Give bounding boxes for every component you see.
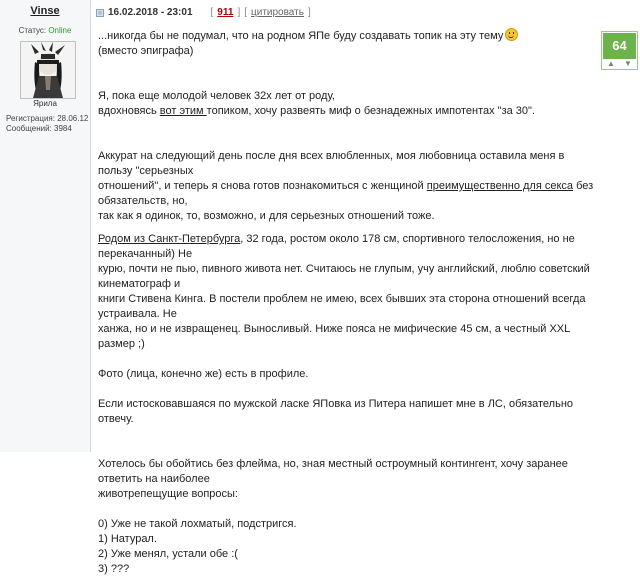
- post-line: (вместо эпиграфа): [98, 45, 194, 57]
- inline-link-city[interactable]: Родом из Санкт-Петербурга: [98, 233, 241, 245]
- quote-bracket-open: [: [244, 7, 247, 18]
- post-line: ханжа, но и не извращенец. Выносливый. Ниже пояса не мифические 45 см, а честный XXL размер ;): [98, 323, 570, 350]
- post-line: так как я одинок, то, возможно, и для серьезных отношений тоже.: [98, 210, 435, 222]
- registration-date: Регистрация: 28.06.12: [6, 114, 89, 123]
- rating-down-icon[interactable]: ▼: [624, 59, 632, 68]
- inline-link[interactable]: вот этим: [159, 105, 207, 117]
- avatar-image: [21, 42, 75, 98]
- post-line: 0) Уже не такой лохматый, подстригся.: [98, 518, 297, 530]
- author-status: [0, 26, 90, 35]
- post-number[interactable]: 911: [217, 7, 234, 18]
- post-line: курю, почти не пью, пивного живота нет. Считаюсь не глупым, учу английский, люблю советский кинематограф и: [98, 263, 590, 290]
- post-icon[interactable]: [96, 9, 104, 17]
- post-line: Родом из Санкт-Петербурга, 32 года, ростом около 178 см, спортивного телосложения, но не перекачанный) Не: [98, 233, 575, 260]
- post-line: Аккурат на следующий день после дня всех влюбленных, моя любовница оставила меня в пользу "серьезных: [98, 150, 565, 177]
- quote-link[interactable]: цитировать: [251, 7, 304, 18]
- post-line: 1) Натурал.: [98, 533, 157, 545]
- registration-info: [6, 114, 88, 134]
- message-count: Сообщений: 3984: [6, 124, 72, 133]
- post-line: 2) Уже менял, устали обе :(: [98, 548, 238, 560]
- post-line: Если истосковавшаяся по мужской ласке ЯПовка из Питера напишет мне в ЛС, обязательно отвечу.: [98, 398, 574, 425]
- post-number-bracket-open: [: [210, 7, 214, 18]
- post-line: Я, пока еще молодой человек 32х лет от роду,: [98, 90, 335, 102]
- author-username[interactable]: Vinse: [30, 5, 60, 17]
- post-line: 3) ???: [98, 563, 130, 575]
- post-line: Фото (лица, конечно же) есть в профиле.: [98, 368, 309, 380]
- smiley-icon: [505, 28, 518, 41]
- rating-value: 64: [603, 33, 636, 59]
- status-online: Online: [48, 26, 72, 35]
- post-line: вдохновясь вот этим топиком, хочу развеять миф о безнадежных импотентах "за 30".: [98, 105, 535, 117]
- inline-emphasis: преимущественно для секса: [426, 180, 574, 192]
- rating-widget: [601, 31, 638, 70]
- post-line: отношений", и теперь я снова готов познакомиться с женщиной преимущественно для секса без обязательств, но,: [98, 180, 594, 207]
- rating-up-icon[interactable]: ▲: [607, 59, 615, 68]
- post-header: [96, 7, 311, 18]
- post-number-bracket-close: ]: [237, 7, 241, 18]
- post-line: ...никогда бы не подумал, что на родном ЯПе буду создавать топик на эту тему: [98, 28, 598, 44]
- post-line: животрепещущие вопросы:: [98, 488, 238, 500]
- avatar-caption: Ярила: [33, 99, 57, 108]
- status-label: Статус:: [18, 26, 47, 35]
- post-body: [98, 28, 598, 577]
- post-date: 16.02.2018 - 23:01: [108, 7, 193, 18]
- quote-bracket-close: ]: [307, 7, 311, 18]
- post-line: книги Стивена Кинга. В постели проблем не имею, всех бывших эта сторона отношений всегда устраивала. Не: [98, 293, 586, 320]
- author-panel: [0, 0, 91, 452]
- post-line: Хотелось бы обойтись без флейма, но, зная местный остроумный контингент, хочу заранее ответить на наиболее: [98, 458, 568, 485]
- avatar[interactable]: [20, 41, 76, 99]
